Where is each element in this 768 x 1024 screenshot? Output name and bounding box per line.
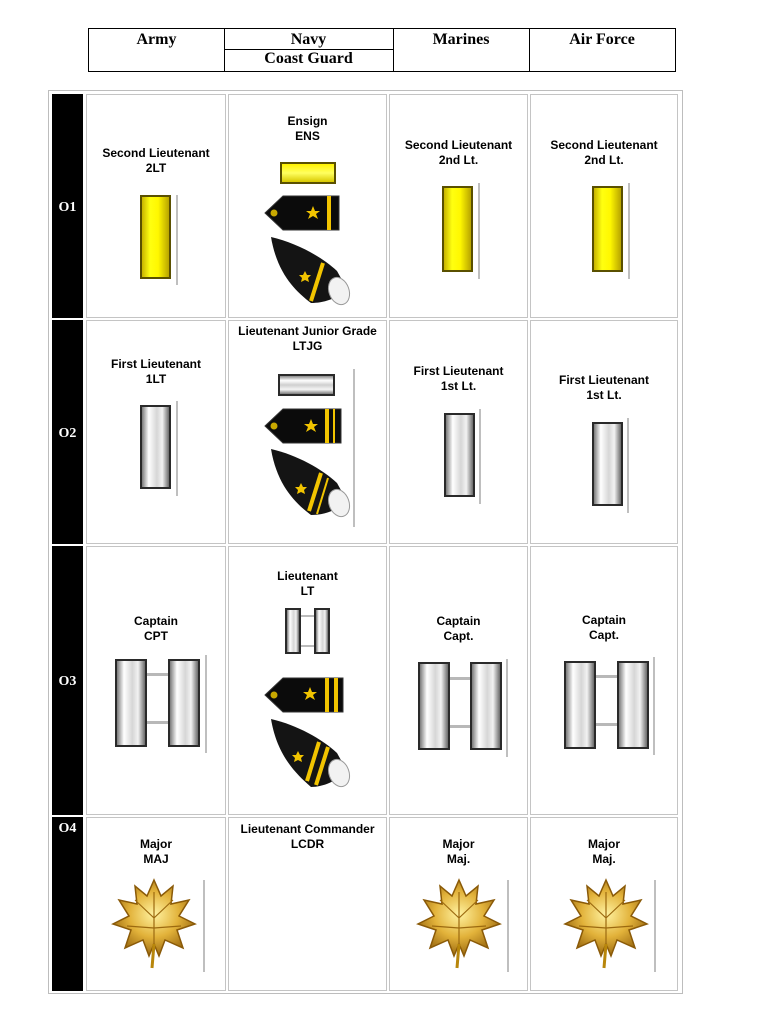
header-marines [393, 29, 530, 71]
cell-o2-air-force [530, 320, 678, 544]
cell-o2-army [86, 320, 226, 544]
rank-grid [48, 90, 683, 994]
rank-title: First Lieutenant [413, 364, 504, 378]
header-air-force [529, 29, 675, 71]
rank-abbr: 1LT [145, 372, 167, 386]
silver-bar-insignia [168, 659, 200, 747]
rank-title: Captain [581, 613, 626, 627]
rank-title: Second Lieutenant [404, 138, 513, 152]
silver-bar-insignia [115, 659, 147, 747]
gold-oak-leaf-icon [111, 878, 197, 972]
rank-title: Lieutenant [277, 569, 338, 583]
rank-abbr: 2nd Lt. [584, 153, 624, 167]
silver-bar-insignia [314, 608, 330, 654]
sleeve-insignia-icon [267, 233, 353, 307]
cell-o1-navy [228, 94, 387, 318]
rank-title: First Lieutenant [110, 357, 201, 371]
rank-title: Captain [436, 614, 481, 628]
gold-bar-insignia [442, 186, 473, 272]
sleeve-insignia-icon [267, 715, 353, 791]
silver-bar-insignia [418, 662, 450, 750]
header-army-label: Army [136, 31, 177, 48]
cell-o4-marines [389, 817, 528, 991]
silver-bar-insignia [470, 662, 502, 750]
grade-label-o1: O1 [52, 94, 83, 318]
cell-o3-marines [389, 546, 528, 815]
rank-title: Major [442, 837, 475, 851]
rank-abbr: 2nd Lt. [438, 153, 479, 167]
silver-bar-insignia [140, 405, 171, 489]
rank-title: Second Lieutenant [550, 138, 658, 152]
rank-abbr: 1st Lt. [440, 379, 477, 393]
rank-title: First Lieutenant [558, 373, 649, 387]
rank-abbr: LT [300, 584, 315, 598]
cell-o4-navy [228, 817, 387, 991]
gold-oak-leaf-icon [563, 878, 649, 972]
rank-abbr: ENS [295, 129, 320, 143]
header-army [89, 29, 225, 71]
cell-o3-army [86, 546, 226, 815]
rank-abbr: Capt. [443, 629, 474, 643]
rank-abbr: MAJ [143, 852, 169, 866]
header-air-force-label: Air Force [569, 31, 635, 48]
cell-o3-air-force [530, 546, 678, 815]
rank-abbr: Capt. [589, 628, 619, 642]
grade-label-o4: O4 [52, 817, 83, 991]
collar-bar-insignia [280, 162, 336, 184]
gold-oak-leaf-icon [416, 878, 502, 972]
cell-o1-army [86, 94, 226, 318]
header-navy-label: Navy [290, 31, 327, 48]
cell-o4-air-force [530, 817, 678, 991]
rank-title: Major [139, 837, 172, 851]
shoulder-board-icon [263, 675, 349, 715]
header-marines-label: Marines [432, 31, 490, 48]
collar-bar-insignia [278, 374, 335, 396]
rank-title: Ensign [287, 114, 328, 128]
grade-label-o3: O3 [52, 546, 83, 815]
rank-abbr: LTJG [292, 339, 323, 353]
gold-bar-insignia [592, 186, 623, 272]
rank-abbr: LCDR [290, 837, 325, 851]
header-coast-guard-label: Coast Guard [264, 50, 353, 67]
cell-o2-navy [228, 320, 387, 544]
cell-o2-marines [389, 320, 528, 544]
cell-o4-army [86, 817, 226, 991]
silver-bar-insignia [444, 413, 475, 497]
rank-abbr: 2LT [145, 161, 167, 175]
rank-abbr: Maj. [446, 852, 471, 866]
rank-title: Second Lieutenant [102, 146, 210, 160]
cell-o1-marines [389, 94, 528, 318]
silver-bar-insignia [592, 422, 623, 506]
rank-title: Lieutenant Junior Grade [238, 324, 377, 338]
rank-title: Lieutenant Commander [240, 822, 375, 836]
silver-bar-insignia [617, 661, 649, 749]
shoulder-board-icon [263, 193, 345, 233]
gold-bar-insignia [140, 195, 171, 279]
rank-abbr: 1st Lt. [586, 388, 622, 402]
rank-title: Major [587, 837, 620, 851]
rank-abbr: Maj. [592, 852, 616, 866]
rank-abbr: CPT [144, 629, 168, 643]
sleeve-insignia-icon [267, 445, 353, 519]
shoulder-board-icon [263, 406, 347, 446]
grade-label-o2: O2 [52, 320, 83, 544]
cell-o1-air-force [530, 94, 678, 318]
rank-title: Captain [133, 614, 178, 628]
branch-header [88, 28, 676, 72]
silver-bar-insignia [564, 661, 596, 749]
header-navy-coast-guard [224, 29, 394, 71]
silver-bar-insignia [285, 608, 301, 654]
cell-o3-navy [228, 546, 387, 815]
